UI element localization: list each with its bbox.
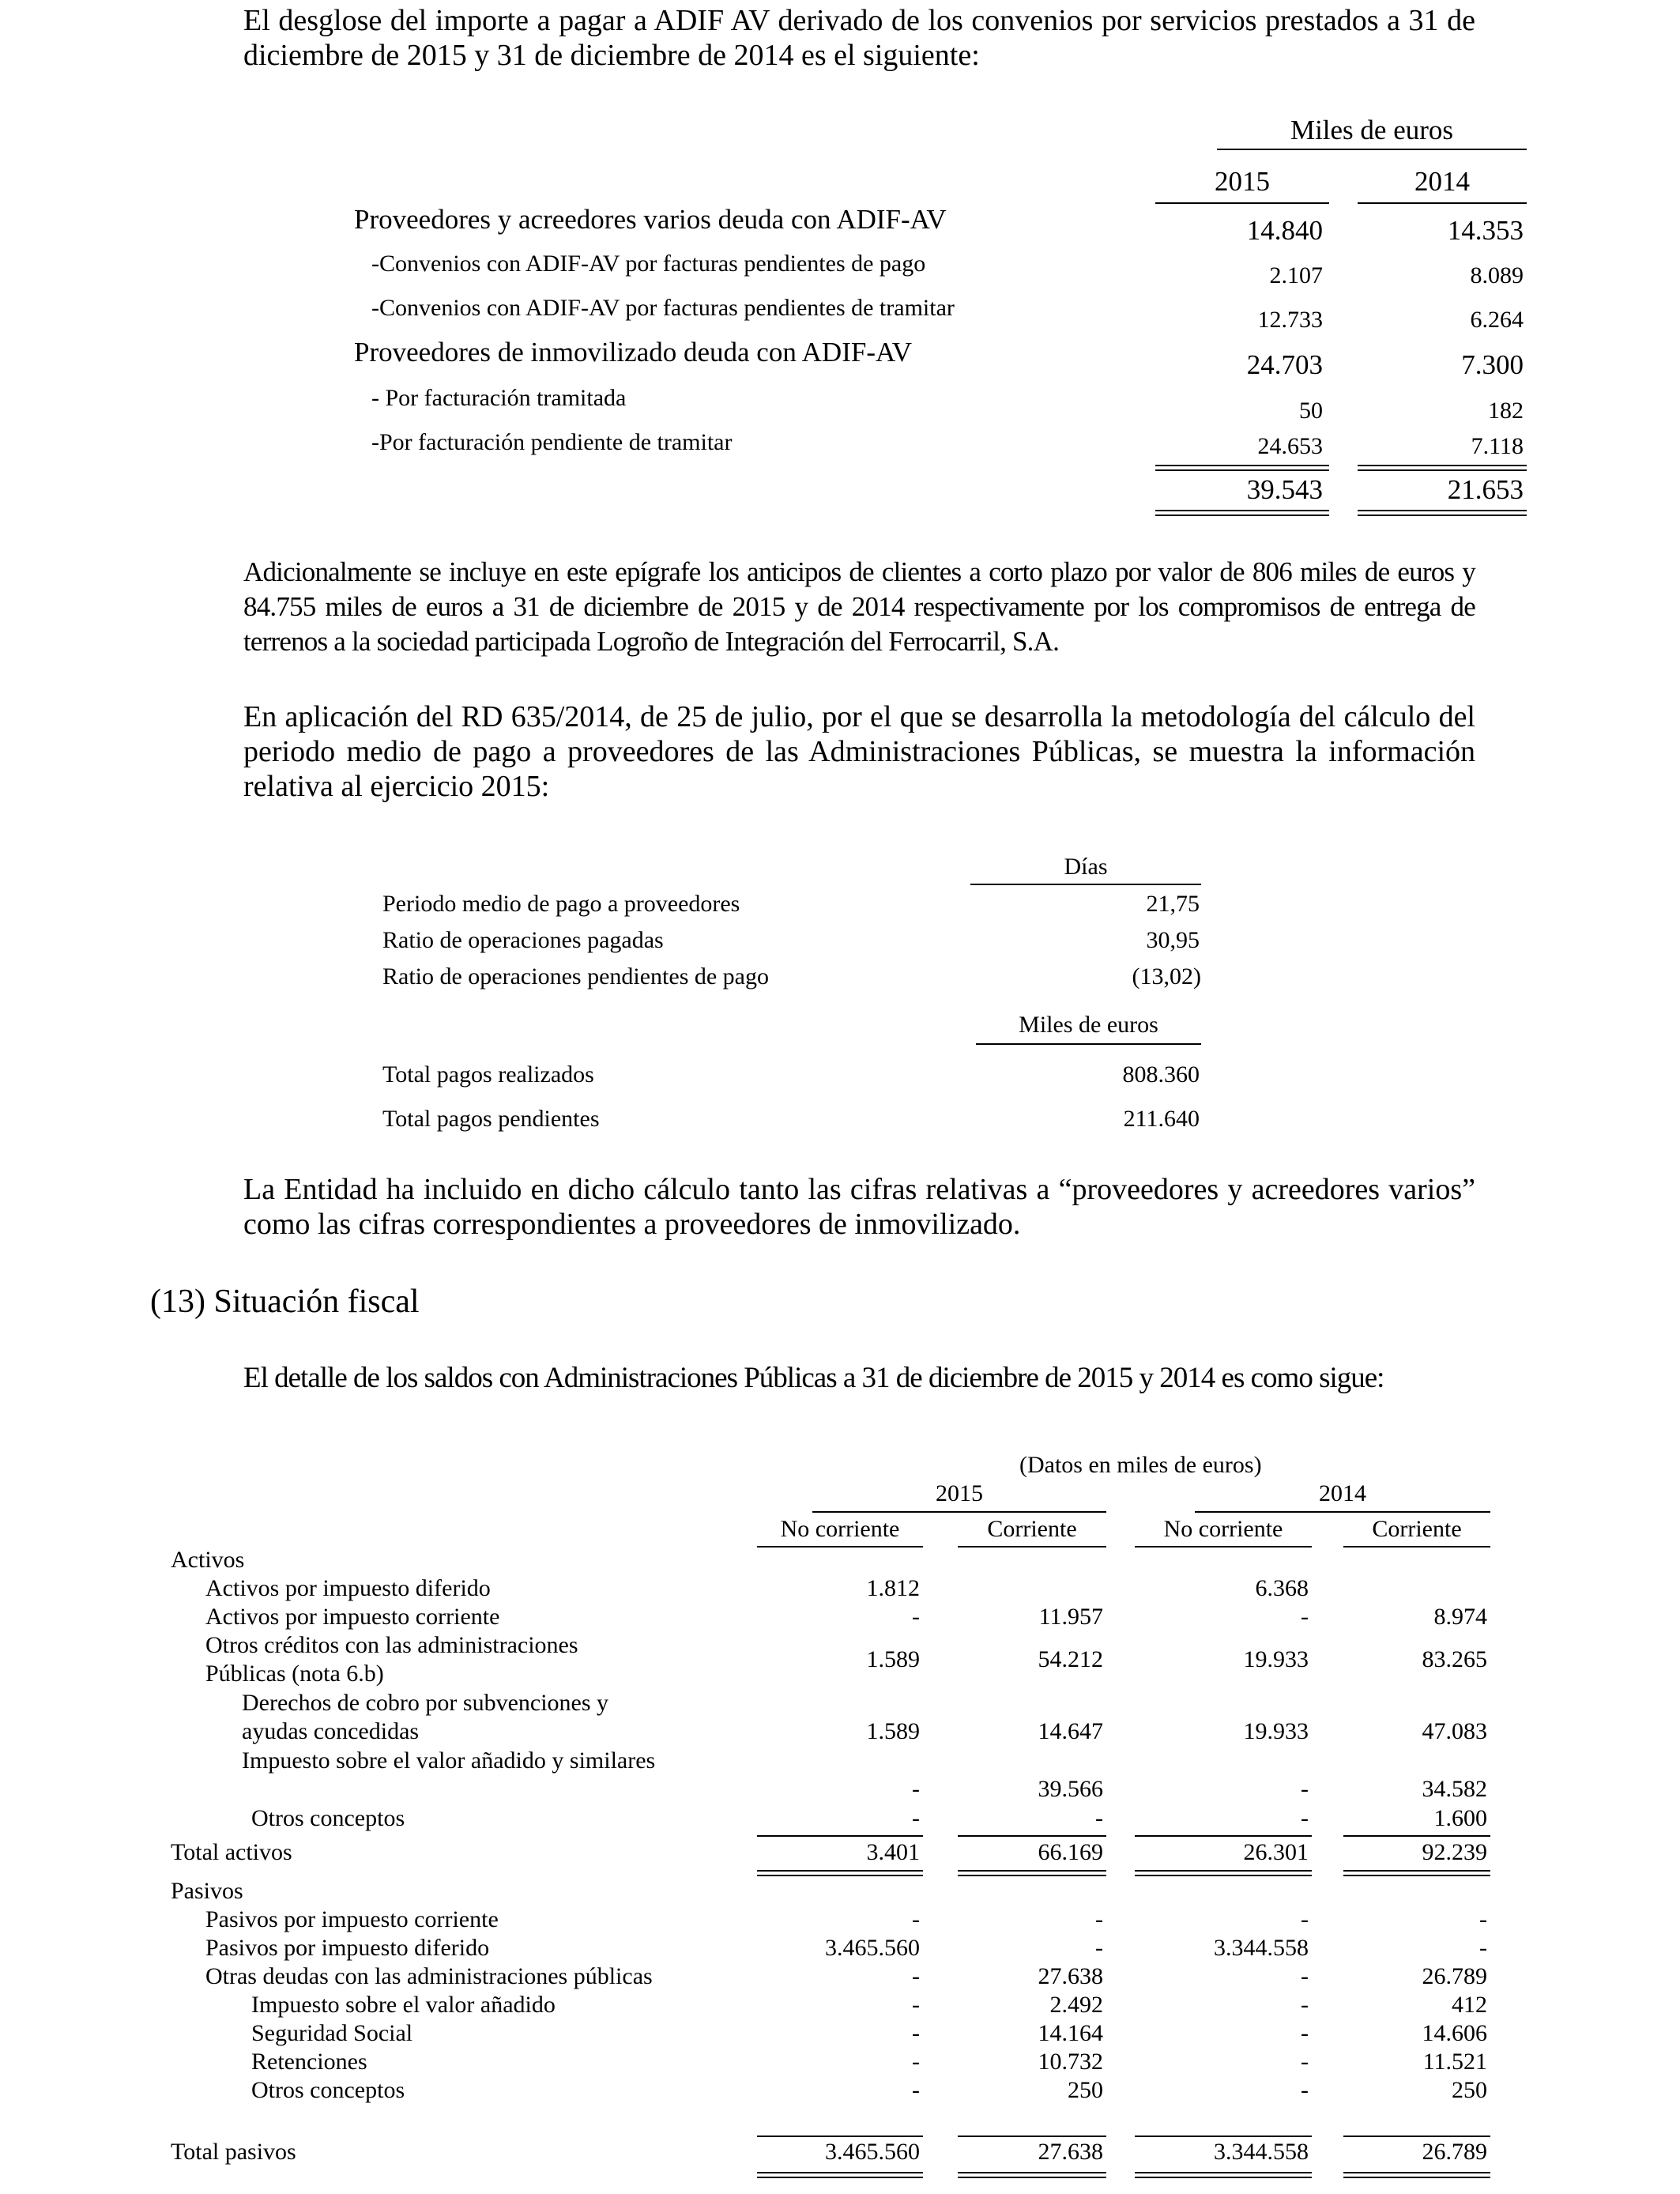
table3-row-label: ayudas concedidas bbox=[242, 1718, 420, 1744]
table2-cell: 808.360 bbox=[1122, 1061, 1200, 1088]
table3-cell: 14.606 bbox=[1422, 2020, 1487, 2046]
table1-total-2014: 21.653 bbox=[1447, 474, 1524, 505]
table3-row-label: Retenciones bbox=[251, 2049, 367, 2075]
table2-row-label: Total pagos realizados bbox=[382, 1061, 594, 1088]
table3-total-pasivos-label: Total pasivos bbox=[171, 2139, 296, 2165]
table3-cell: 54.212 bbox=[1038, 1646, 1103, 1672]
table2-cell: 21,75 bbox=[1146, 891, 1200, 917]
table3-cell: - bbox=[1301, 1604, 1309, 1630]
saldos-paragraph: El detalle de los saldos con Administraciones Públicas a 31 de diciembre de 2015 y 2014 es como sigue: bbox=[243, 1362, 1384, 1394]
table3-cell: 39.566 bbox=[1038, 1776, 1103, 1802]
table3-cell: 10.732 bbox=[1038, 2049, 1103, 2075]
table3-row-label: Activos por impuesto corriente bbox=[205, 1604, 500, 1630]
table3-subtotal-rule bbox=[1343, 1835, 1490, 1837]
table3-year-rule-2014 bbox=[1195, 1511, 1490, 1513]
table3-cell: - bbox=[1301, 1906, 1309, 1932]
table3-row-label: Seguridad Social bbox=[251, 2020, 413, 2046]
table3-cell: - bbox=[912, 2049, 920, 2075]
table1-col-rule-2014 bbox=[1358, 202, 1527, 204]
table3-cell: - bbox=[1301, 1992, 1309, 2018]
table3-total-activos-label: Total activos bbox=[171, 1839, 292, 1865]
table3-cell: - bbox=[912, 2077, 920, 2103]
section-heading: (13) Situación fiscal bbox=[150, 1284, 420, 1320]
table3-total-cell: 26.789 bbox=[1422, 2139, 1487, 2165]
table3-cell: - bbox=[1301, 1776, 1309, 1802]
table3-subtotal-rule bbox=[958, 2136, 1106, 2137]
table3-cell: - bbox=[912, 1906, 920, 1932]
table3-cell: 11.521 bbox=[1422, 2049, 1487, 2075]
table1-cell: 50 bbox=[1299, 398, 1323, 424]
table3-year-2015: 2015 bbox=[936, 1480, 983, 1506]
table3-cell: 26.789 bbox=[1422, 1963, 1487, 1989]
table3-subtotal-rule bbox=[757, 2136, 923, 2137]
table3-cell: - bbox=[912, 1805, 920, 1831]
table3-row-label: Otros créditos con las administraciones bbox=[205, 1632, 578, 1658]
table3-cell: - bbox=[1301, 2077, 1309, 2103]
table3-cell: - bbox=[912, 1604, 920, 1630]
table3-cell: 1.600 bbox=[1433, 1805, 1487, 1831]
table3-cell: - bbox=[1301, 2020, 1309, 2046]
table3-row-label: Pasivos por impuesto diferido bbox=[205, 1935, 490, 1961]
table3-cell: 47.083 bbox=[1422, 1718, 1487, 1744]
table1-total-rule-2014 bbox=[1358, 465, 1527, 471]
table3-cell: 412 bbox=[1452, 1992, 1487, 2018]
table3-row-label: Derechos de cobro por subvenciones y bbox=[242, 1690, 609, 1716]
table1-col-rule-2015 bbox=[1155, 202, 1329, 204]
table1-row-label: -Convenios con ADIF-AV por facturas pendientes de pago bbox=[371, 251, 926, 277]
table3-cell: 3.344.558 bbox=[1214, 1935, 1309, 1961]
rd-paragraph: En aplicación del RD 635/2014, de 25 de julio, por el que se desarrolla la metodología del cálculo del periodo medio de pago a proveedores de las Administraciones Públicas, se muestra la información relativa al ejercicio 2015: bbox=[243, 700, 1475, 803]
table3-cell: 3.465.560 bbox=[825, 1935, 920, 1961]
table3-subtotal-rule bbox=[757, 1835, 923, 1837]
table2-row-label: Ratio de operaciones pagadas bbox=[382, 927, 664, 953]
table3-row-label: Públicas (nota 6.b) bbox=[205, 1661, 384, 1687]
table3-col-rule bbox=[958, 1546, 1106, 1547]
table3-cell: 1.589 bbox=[866, 1646, 920, 1672]
table1-cell: 8.089 bbox=[1470, 262, 1524, 288]
table3-total-rule bbox=[1135, 2172, 1312, 2178]
table3-cell: 83.265 bbox=[1422, 1646, 1487, 1672]
table3-cell: 6.368 bbox=[1255, 1575, 1309, 1601]
table2-cell: 211.640 bbox=[1123, 1106, 1200, 1132]
table3-total-rule bbox=[958, 1870, 1106, 1876]
table3-col-rule bbox=[1135, 1546, 1312, 1547]
table1-row-label: -Por facturación pendiente de tramitar bbox=[371, 429, 733, 455]
table3-row-label: Otros conceptos bbox=[251, 2077, 405, 2103]
table3-col-rule bbox=[757, 1546, 923, 1547]
table3-total-cell: 92.239 bbox=[1422, 1839, 1487, 1865]
table3-cell: - bbox=[1479, 1906, 1487, 1932]
table3-cell: 250 bbox=[1452, 2077, 1487, 2103]
table2-cell: (13,02) bbox=[1132, 963, 1201, 990]
table3-total-cell: 3.344.558 bbox=[1214, 2139, 1309, 2165]
intro-paragraph: El desglose del importe a pagar a ADIF AV derivado de los convenios por servicios prestados a 31 de diciembre de 2015 y 31 de diciembre de 2014 es el siguiente: bbox=[243, 4, 1475, 72]
table1-total-underline-2014 bbox=[1358, 510, 1527, 516]
table3-cell: 14.647 bbox=[1038, 1718, 1103, 1744]
table3-row-label: Activos por impuesto diferido bbox=[205, 1575, 491, 1601]
table3-unit-header: (Datos en miles de euros) bbox=[1019, 1452, 1262, 1478]
table2-days-header: Días bbox=[1064, 854, 1108, 880]
table1-cell: 14.353 bbox=[1447, 215, 1524, 246]
table1-col-2015: 2015 bbox=[1215, 166, 1270, 197]
table3-subtotal-rule bbox=[1135, 2136, 1312, 2137]
table3-row-label: Pasivos por impuesto corriente bbox=[205, 1906, 499, 1932]
table1-cell: 7.300 bbox=[1461, 349, 1524, 380]
table3-total-rule bbox=[757, 2172, 923, 2178]
table3-cell: 19.933 bbox=[1243, 1646, 1309, 1672]
table3-cell: 250 bbox=[1068, 2077, 1103, 2103]
table3-cell: 8.974 bbox=[1433, 1604, 1487, 1630]
table3-col-header: No corriente bbox=[780, 1516, 900, 1542]
table3-cell: 19.933 bbox=[1243, 1718, 1309, 1744]
table3-cell: 1.589 bbox=[866, 1718, 920, 1744]
table3-cell: - bbox=[1095, 1906, 1103, 1932]
table1-unit-rule bbox=[1217, 149, 1527, 150]
table3-total-rule bbox=[1343, 1870, 1490, 1876]
table3-total-rule bbox=[1343, 2172, 1490, 2178]
table3-row-label: Impuesto sobre el valor añadido bbox=[251, 1992, 556, 2018]
table3-total-cell: 26.301 bbox=[1243, 1839, 1309, 1865]
table3-subtotal-rule bbox=[1135, 1835, 1312, 1837]
table3-row-label: Impuesto sobre el valor añadido y similares bbox=[242, 1747, 656, 1774]
table1-row-label: Proveedores y acreedores varios deuda con ADIF-AV bbox=[354, 204, 947, 235]
table1-cell: 2.107 bbox=[1269, 262, 1323, 288]
table3-cell: 27.638 bbox=[1038, 1963, 1103, 1989]
table3-col-header: Corriente bbox=[987, 1516, 1077, 1542]
table2-days-rule bbox=[970, 884, 1201, 885]
table3-cell: - bbox=[912, 2020, 920, 2046]
table3-cell: - bbox=[912, 1992, 920, 2018]
table2-row-label: Periodo medio de pago a proveedores bbox=[382, 891, 740, 917]
table3-cell: - bbox=[1301, 1963, 1309, 1989]
table3-total-cell: 27.638 bbox=[1038, 2139, 1103, 2165]
table3-subtotal-rule bbox=[958, 1835, 1106, 1837]
table2-row-label: Ratio de operaciones pendientes de pago bbox=[382, 963, 769, 990]
table1-unit-header: Miles de euros bbox=[1290, 115, 1454, 145]
table1-row-label: - Por facturación tramitada bbox=[371, 385, 627, 411]
table1-cell: 7.118 bbox=[1471, 433, 1524, 459]
table3-year-rule-2015 bbox=[812, 1511, 1106, 1513]
table1-cell: 12.733 bbox=[1257, 307, 1323, 333]
table3-col-header: Corriente bbox=[1372, 1516, 1462, 1542]
table3-cell: - bbox=[1301, 2049, 1309, 2075]
table1-cell: 6.264 bbox=[1470, 307, 1524, 333]
table1-cell: 24.703 bbox=[1246, 349, 1323, 380]
table3-total-rule bbox=[757, 1870, 923, 1876]
table1-col-2014: 2014 bbox=[1414, 166, 1470, 197]
table3-total-rule bbox=[1135, 1870, 1312, 1876]
table3-cell: 14.164 bbox=[1038, 2020, 1103, 2046]
table3-total-rule bbox=[958, 2172, 1106, 2178]
table3-activos-label: Activos bbox=[171, 1547, 245, 1573]
table1-row-label: Proveedores de inmovilizado deuda con ADIF-AV bbox=[354, 337, 913, 368]
anticipos-paragraph: Adicionalmente se incluye en este epígrafe los anticipos de clientes a corto plazo por valor de 806 miles de euros y 84.755 miles de euros a 31 de diciembre de 2015 y de 2014 respectivamente por los compromisos de entrega de terrenos a la sociedad participada Logroño de Integración del Ferrocarril, S.A. bbox=[243, 556, 1475, 657]
table3-year-2014: 2014 bbox=[1319, 1480, 1366, 1506]
table3-total-cell: 3.465.560 bbox=[825, 2139, 920, 2165]
table3-cell: 1.812 bbox=[866, 1575, 920, 1601]
table2-euros-header: Miles de euros bbox=[1019, 1012, 1158, 1038]
table2-euros-rule bbox=[976, 1043, 1201, 1045]
table3-cell: 2.492 bbox=[1049, 1992, 1103, 2018]
table3-cell: - bbox=[1095, 1935, 1103, 1961]
table3-cell: - bbox=[1479, 1935, 1487, 1961]
table3-cell: - bbox=[1301, 1805, 1309, 1831]
table3-cell: 34.582 bbox=[1422, 1776, 1487, 1802]
table3-cell: - bbox=[912, 1963, 920, 1989]
table3-col-header: No corriente bbox=[1163, 1516, 1283, 1542]
table3-row-label: Otras deudas con las administraciones públicas bbox=[205, 1963, 653, 1989]
table3-subtotal-rule bbox=[1343, 2136, 1490, 2137]
table1-total-rule-2015 bbox=[1155, 465, 1329, 471]
table1-cell: 14.840 bbox=[1246, 215, 1323, 246]
table3-total-cell: 3.401 bbox=[866, 1839, 920, 1865]
table1-total-2015: 39.543 bbox=[1246, 474, 1323, 505]
table3-pasivos-label: Pasivos bbox=[171, 1878, 243, 1904]
table3-col-rule bbox=[1343, 1546, 1490, 1547]
table3-cell: - bbox=[1095, 1805, 1103, 1831]
table1-cell: 24.653 bbox=[1257, 433, 1323, 459]
table3-cell: - bbox=[912, 1776, 920, 1802]
table1-cell: 182 bbox=[1488, 398, 1524, 424]
table3-cell: 11.957 bbox=[1038, 1604, 1103, 1630]
table1-total-underline-2015 bbox=[1155, 510, 1329, 516]
calculo-paragraph: La Entidad ha incluido en dicho cálculo tanto las cifras relativas a “proveedores y acreedores varios” como las cifras correspondientes a proveedores de inmovilizado. bbox=[243, 1173, 1475, 1241]
table3-row-label: Otros conceptos bbox=[251, 1805, 405, 1831]
table2-row-label: Total pagos pendientes bbox=[382, 1106, 600, 1132]
table1-row-label: -Convenios con ADIF-AV por facturas pendientes de tramitar bbox=[371, 295, 955, 321]
table2-cell: 30,95 bbox=[1146, 927, 1200, 953]
table3-total-cell: 66.169 bbox=[1038, 1839, 1103, 1865]
